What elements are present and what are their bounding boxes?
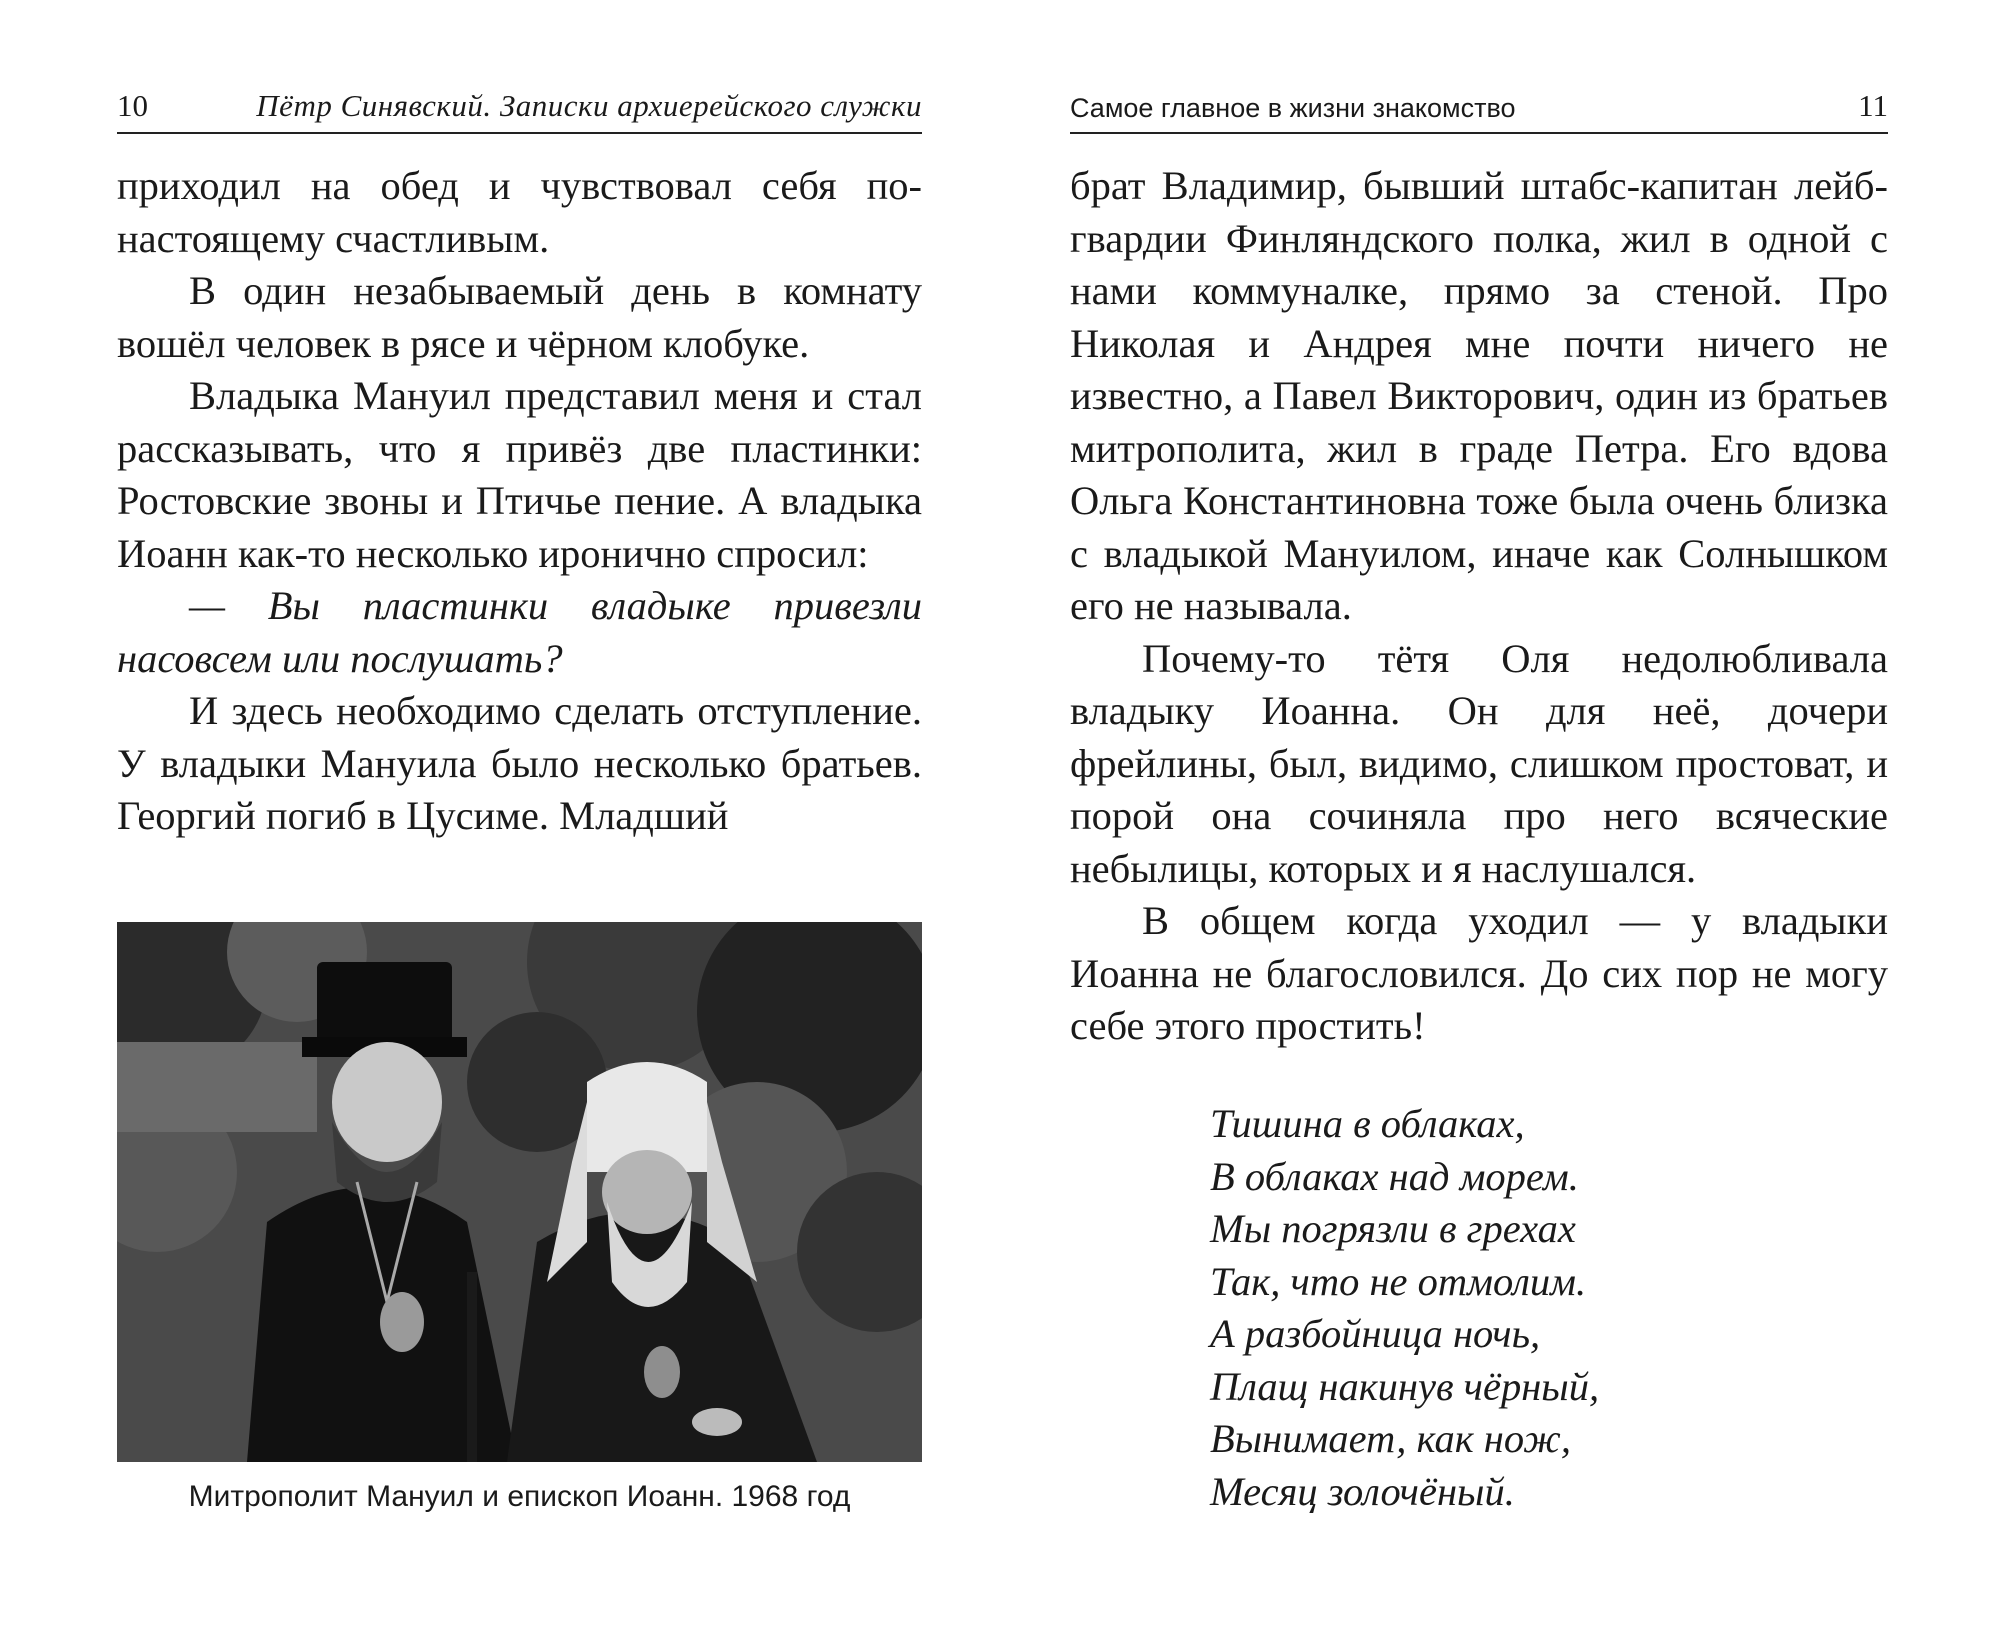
poem-line: Плащ накинув чёрный, bbox=[1210, 1363, 1600, 1409]
poem-line: В облаках над морем. bbox=[1210, 1153, 1579, 1199]
page-number-right: 11 bbox=[1858, 88, 1888, 123]
page-number-left: 10 bbox=[117, 88, 148, 123]
left-running-head bbox=[117, 82, 922, 134]
left-page-text bbox=[117, 160, 922, 843]
paragraph: В общем когда уходил — у владыки Иоанна не благословился. До сих пор не могу себе этого простить! bbox=[1070, 898, 1888, 1048]
dialogue-paragraph: — Вы пластинки владыке привезли насовсем или послушать? bbox=[117, 583, 922, 681]
photo-metropolitan-and-bishop bbox=[117, 922, 922, 1462]
right-page bbox=[1000, 0, 2000, 1626]
poem-line: А разбойница ночь, bbox=[1210, 1311, 1541, 1356]
paragraph: В один незабываемый день в комнату вошёл человек в рясе и чёрном клобуке. bbox=[117, 268, 922, 366]
poem-line: Тишина в облаках, bbox=[1210, 1101, 1525, 1146]
poem bbox=[1210, 1098, 1599, 1518]
paragraph: приходил на обед и чувствовал себя по-настоящему счастливым. bbox=[117, 163, 922, 261]
right-running-head bbox=[1070, 82, 1888, 134]
book-title-header: Пётр Синявский. Записки архиерейского служки bbox=[256, 88, 922, 123]
poem-line: Месяц золочёный. bbox=[1210, 1468, 1515, 1514]
photo-caption: Митрополит Мануил и епископ Иоанн. 1968 год bbox=[188, 1480, 851, 1513]
paragraph: И здесь необходимо сделать отступление. У владыки Мануила было несколько братьев. Георгий погиб в Цусиме. Младший bbox=[117, 688, 922, 838]
poem-line: Вынимает, как нож, bbox=[1210, 1416, 1571, 1461]
chapter-title-header: Самое главное в жизни знакомство bbox=[1070, 93, 1516, 123]
poem-line: Так, что не отмолим. bbox=[1210, 1258, 1587, 1304]
right-page-text bbox=[1070, 160, 1888, 1053]
paragraph: брат Владимир, бывший штабс-капитан лейб-гвардии Финляндского полка, жил в одной с нами коммуналке, прямо за стеной. Про Николая и Андрея мне почти ничего не известно, а Павел Викторович, один из братьев митрополита, жил в граде Петра. Его вдова Ольга Константиновна тоже была очень близка с владыкой Мануилом, иначе как Солнышком его не называла. bbox=[1070, 163, 1888, 628]
poem-line: Мы погрязли в грехах bbox=[1210, 1206, 1576, 1251]
paragraph: Почему-то тётя Оля недолюбливала владыку Иоанна. Он для неё, дочери фрейлины, был, видимо, слишком простоват, и порой она сочиняла про него всяческие небылицы, которых и я наслушался. bbox=[1070, 635, 1888, 891]
paragraph: Владыка Мануил представил меня и стал рассказывать, что я привёз две пластинки: Ростовские звоны и Птичье пение. А владыка Иоанн как-то несколько иронично спросил: bbox=[117, 373, 922, 576]
